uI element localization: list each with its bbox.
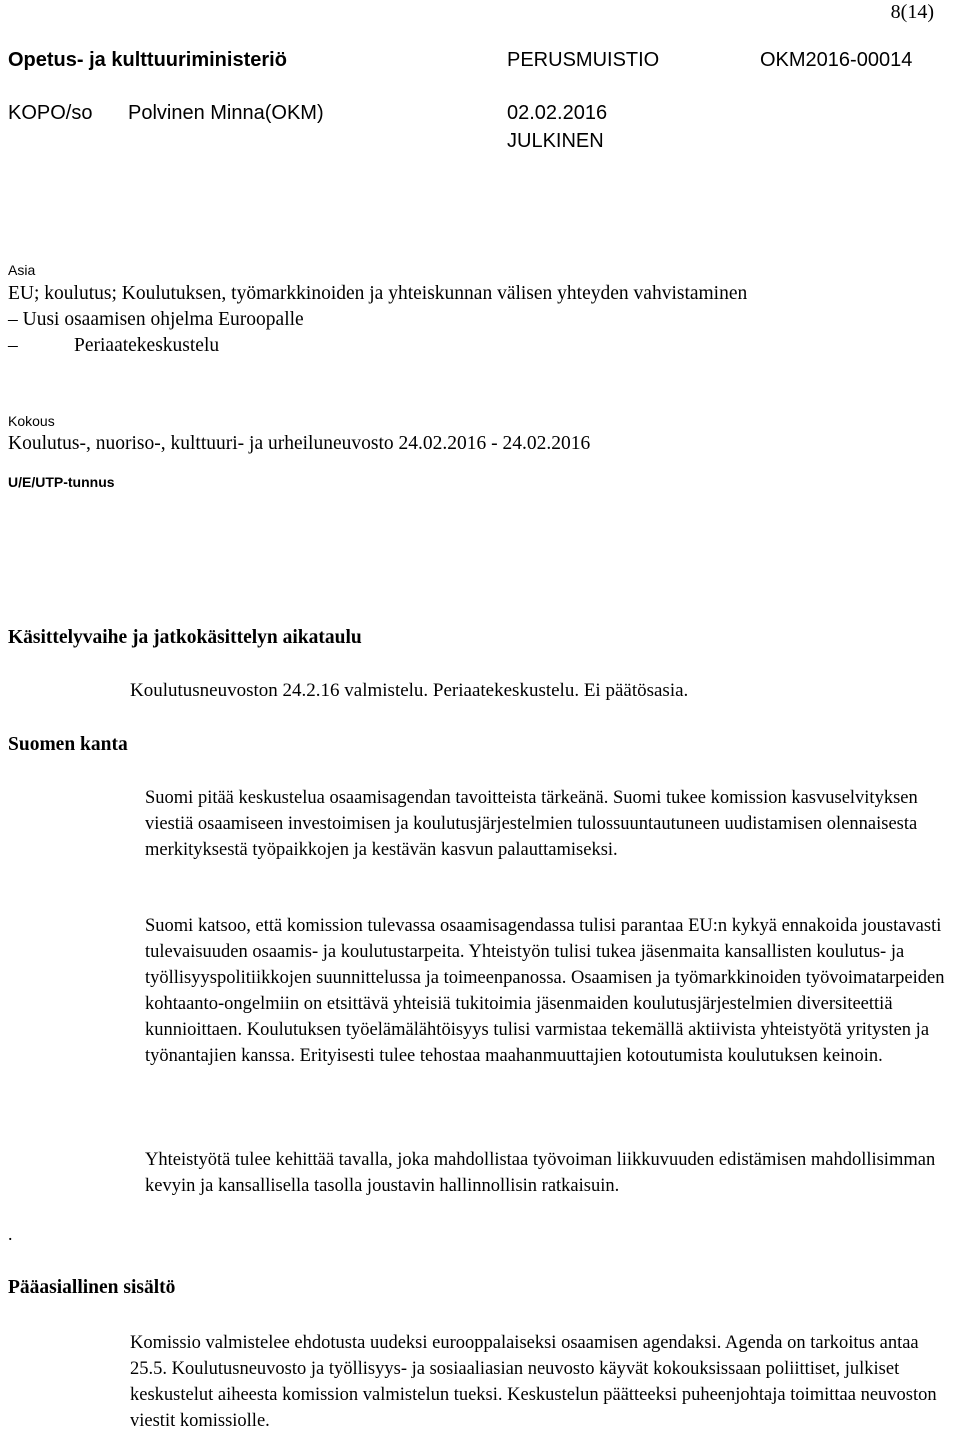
author-name: Polvinen Minna(OKM): [128, 102, 324, 124]
subject-line-3-dash: –: [8, 335, 18, 356]
meeting-value: Koulutus-, nuoriso-, kulttuuri- ja urheiluneuvosto 24.02.2016 - 24.02.2016: [8, 433, 591, 454]
subject-line-2: – Uusi osaamisen ohjelma Euroopalle: [8, 309, 304, 330]
subject-label: Asia: [8, 262, 36, 278]
document-date: 02.02.2016: [507, 102, 608, 124]
subject-line-3: Periaatekeskustelu: [74, 335, 220, 356]
code-label: U/E/UTP-tunnus: [8, 474, 115, 490]
document-id: OKM2016-00014: [760, 49, 913, 71]
finland-position-heading: Suomen kanta: [8, 734, 128, 755]
main-content-text: Komissio valmistelee ehdotusta uudeksi eurooppalaiseksi osaamisen agendaksi. Agenda on tarkoitus antaa 25.5. Koulutusneuvosto ja työllisyys- ja sosiaaliasian neuvosto käyvät kokouksissaan poliittiset, julkiset keskustelut aiheesta komission valmistelun tueksi. Keskustelun päätteeksi puheenjohtaja toimittaa neuvoston viestit komissiolle.: [130, 1333, 937, 1431]
meeting-label: Kokous: [8, 413, 55, 429]
subject-line-1: EU; koulutus; Koulutuksen, työmarkkinoiden ja yhteiskunnan välisen yhteyden vahvistaminen: [8, 283, 748, 304]
finland-position-paragraph-3: Yhteistyötä tulee kehittää tavalla, joka mahdollistaa työvoiman liikkuvuuden edistämisen mahdollisimman kevyin ja kansallisella tasolla joustavin hallinnollisin ratkaisuin.: [145, 1150, 936, 1196]
finland-position-paragraph-2: Suomi katsoo, että komission tulevassa osaamisagendassa tulisi parantaa EU:n kykyä ennakoida joustavasti tulevaisuuden osaamis- ja koulutustarpeita. Yhteistyön tulisi tukea jäsenmaita kansallisten koulutus- ja työllisyyspolitiikkojen suunnittelussa ja toimeenpanossa. Osaamisen ja työmarkkinoiden työvoimatarpeiden kohtaanto-ongelmiin on etsittävä yhteisiä tukitoimia jäsenmaiden koulutusjärjestelmien diversiteettiä kunnioittaen. Koulutuksen työelämälähtöisyys tulisi varmistaa tekemällä aktiivista yhteistyötä yritysten ja työnantajien kanssa. Erityisesti tulee tehostaa maahanmuuttajien kotoutumista koulutuksen keinoin.: [145, 916, 945, 1066]
stray-mark: .: [8, 1224, 13, 1244]
ministry-name: Opetus- ja kulttuuriministeriö: [8, 49, 287, 71]
schedule-heading: Käsittelyvaihe ja jatkokäsittelyn aikataulu: [8, 627, 362, 648]
document-type: PERUSMUISTIO: [507, 49, 660, 71]
main-content-heading: Pääasiallinen sisältö: [8, 1277, 176, 1298]
classification: JULKINEN: [507, 130, 604, 152]
schedule-text: Koulutusneuvoston 24.2.16 valmistelu. Periaatekeskustelu. Ei päätösasia.: [130, 680, 689, 701]
page-number: 8(14): [890, 1, 934, 23]
finland-position-paragraph-1: Suomi pitää keskustelua osaamisagendan tavoitteista tärkeänä. Suomi tukee komission kasvuselvityksen viestiä osaamiseen investoimisen ja koulutusjärjestelmien tulossuuntautuneen uudistamisen olennaisesta merkityksestä työpaikkojen ja kestävän kasvun palauttamiseksi.: [145, 788, 918, 860]
unit-code: KOPO/so: [8, 102, 93, 124]
